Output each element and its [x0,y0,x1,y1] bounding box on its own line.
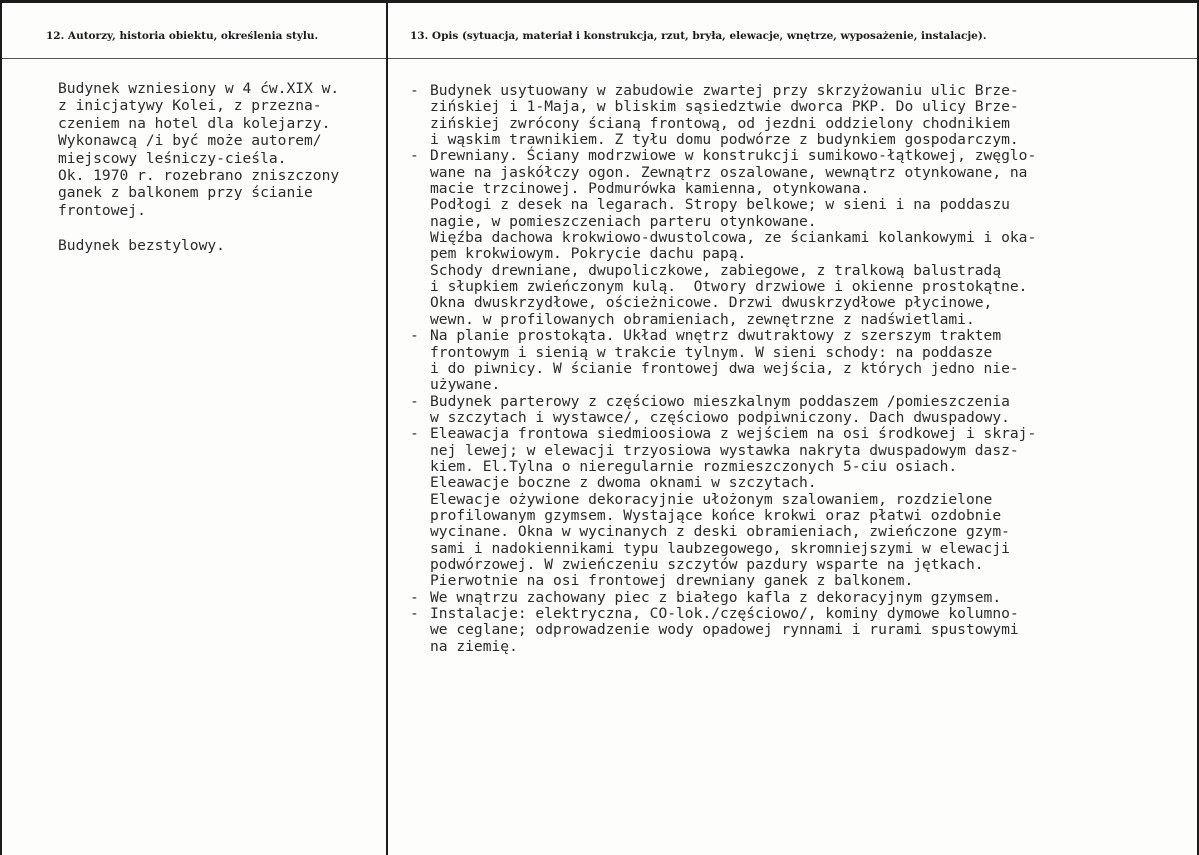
description-line [410,99,1180,115]
description-text: zińskiej zwrócony ścianą frontową, od jezdni oddzielony chodnikiem [430,114,1010,132]
list-dash: - [410,425,419,443]
description-text: Instalacje: elektryczna, CO-lok./częściowo/, kominy dymowe kolumno- [430,605,1019,622]
description-text: wycinane. Okna w wycinanych z deski obramieniach, zwieńczone gzym- [430,523,1010,541]
description-text: profilowanym gzymsem. Wystające końce krokwi oraz płatwi ozdobnie [430,506,1002,524]
description-text: We wnątrzu zachowany piec z białego kafla z dekoracyjnym gzymsem. [430,588,1002,606]
description-line [410,132,1180,148]
paragraph-gap [58,219,384,236]
history-line: Ok. 1970 r. rozebrano zniszczony [58,167,340,185]
description-text: we ceglane; odprowadzenie wody opadowej rynnami i rurami spustowymi [430,621,1019,639]
description-line [410,312,1180,328]
description-line [410,443,1180,459]
description-line [410,328,1180,344]
description-text: nej lewej; w elewacji trzyosiowa wystawka nakryta dwuspadowym dasz- [430,441,1019,459]
description-text: podwórzowej. W zwieńczeniu szczytów pazdury wsparte na jętkach. [430,555,984,573]
section-13-title: 13. Opis (sytuacja, materiał i konstrukcja, rzut, bryła, elewacje, wnętrze, wyposażenie, instalacje). [410,30,987,42]
description-line [410,230,1180,246]
description-line [410,279,1180,295]
history-line: z inicjatywy Kolei, z przezna- [58,97,322,115]
description-line [410,394,1180,410]
description-line [410,83,1180,99]
description-line [410,557,1180,573]
list-dash: - [410,147,419,165]
description-text: kiem. El.Tylna o nieregularnie rozmieszczonych 5-ciu osiach. [430,457,958,475]
history-line: czeniem na hotel dla kolejarzy. [58,114,331,132]
description-line [410,410,1180,426]
history-line: Budynek wzniesiony w 4 ćw.XIX w. [58,80,340,97]
description-line [410,606,1180,622]
description-text: i wąskim trawnikiem. Z tyłu domu podwórze z budynkiem gospodarczym. [430,131,1019,149]
description-text: Podłogi z desek na legarach. Stropy belkowe; w sieni i na poddaszu [430,196,1010,214]
description-line [410,590,1180,606]
description-line [410,622,1180,638]
history-line: frontowej. [58,201,146,219]
description-text: Budynek parterowy z częściowo mieszkalnym poddaszem /pomieszczenia [430,392,1010,410]
frame-top-border [0,0,1199,3]
left-header-rule [2,58,386,59]
description-line [410,508,1180,524]
description-text: wane na jaskółczy ogon. Zewnątrz oszalowane, wewnątrz otynkowane, na [430,163,1028,181]
description-line [410,181,1180,197]
description-text: na ziemię. [430,637,518,655]
section-12-title: 12. Autorzy, historia obiektu, określenia stylu. [46,30,319,42]
description-line [410,475,1180,491]
description-column [410,83,1180,655]
description-line [410,263,1180,279]
authors-history-column [58,80,384,254]
list-dash: - [410,588,419,606]
description-line [410,639,1180,655]
description-text: używane. [430,376,501,394]
description-text: nagie, w pomieszczeniach parteru otynkowane. [430,212,817,230]
frame-left-border [0,0,2,855]
description-line [410,116,1180,132]
description-text: Więźba dachowa krokwiowo-dwustolcowa, ze ściankami kolankowymi i oka- [430,229,1037,247]
description-line [410,345,1180,361]
description-line [410,573,1180,589]
description-line [410,459,1180,475]
description-text: Elewacje ożywione dekoracyjnie ułożonym szalowaniem, rozdzielone [430,490,993,508]
list-dash: - [410,392,419,410]
description-text: Schody drewniane, dwupoliczkowe, zabiegowe, z tralkową balustradą [430,261,1002,279]
description-line [410,246,1180,262]
description-text: zińskiej i 1-Maja, w bliskim sąsiedztwie dworca PKP. Do ulicy Brze- [430,98,1019,116]
description-line [410,377,1180,393]
description-line [410,492,1180,508]
description-text: pem krokwiowym. Pokrycie dachu papą. [430,245,747,263]
description-text: macie trzcinowej. Podmurówka kamienna, otynkowana. [430,180,870,198]
description-text: Drewniany. Ściany modrzwiowe w konstrukcji sumikowo-łątkowej, zwęglo- [430,147,1037,165]
right-header-rule [388,58,1197,59]
list-dash: - [410,605,419,622]
description-text: Budynek usytuowany w zabudowie zwartej przy skrzyżowaniu ulic Brze- [430,82,1019,99]
description-line [410,295,1180,311]
description-line [410,426,1180,442]
description-text: sami i nadokiennikami typu laubzegowego, skromniejszymi w elewacji [430,539,1010,557]
history-line: miejscowy leśniczy-cieśla. [58,149,287,167]
description-line [410,524,1180,540]
description-line [410,214,1180,230]
description-text: wewn. w profilowanych obramieniach, zewnętrzne z nadświetlami. [430,310,975,328]
description-line [410,165,1180,181]
list-dash: - [410,327,419,345]
description-text: Eleawacja frontowa siedmioosiowa z wejściem na osi środkowej i skraj- [430,425,1037,443]
description-text: Pierwotnie na osi frontowej drewniany ganek z balkonem. [430,572,914,590]
description-text: Na planie prostokąta. Układ wnętrz dwutraktowy z szerszym traktem [430,327,1002,345]
description-line [410,148,1180,164]
description-text: i do piwnicy. W ścianie frontowej dwa wejścia, z których jedno nie- [430,359,1019,377]
history-line: Wykonawcą /i być może autorem/ [58,132,322,150]
description-line [410,197,1180,213]
description-line [410,361,1180,377]
description-text: frontowym i sienią w trakcie tylnym. W sieni schody: na poddasze [430,343,993,361]
description-text: i słupkiem zwieńczonym kulą. Otwory drzwiowe i okienne prostokątne. [430,278,1028,296]
style-note: Budynek bezstylowy. [58,236,225,254]
description-line [410,541,1180,557]
description-text: Eleawacje boczne z dwoma oknami w szczytach. [430,474,817,492]
history-line: ganek z balkonem przy ścianie [58,184,313,202]
description-text: Okna dwuskrzydłowe, ościeżnicowe. Drzwi dwuskrzydłowe płycinowe, [430,294,993,312]
list-dash: - [410,82,419,99]
description-text: w szczytach i wystawce/, częściowo podpiwniczony. Dach dwuspadowy. [430,408,1010,426]
column-divider [386,0,388,855]
